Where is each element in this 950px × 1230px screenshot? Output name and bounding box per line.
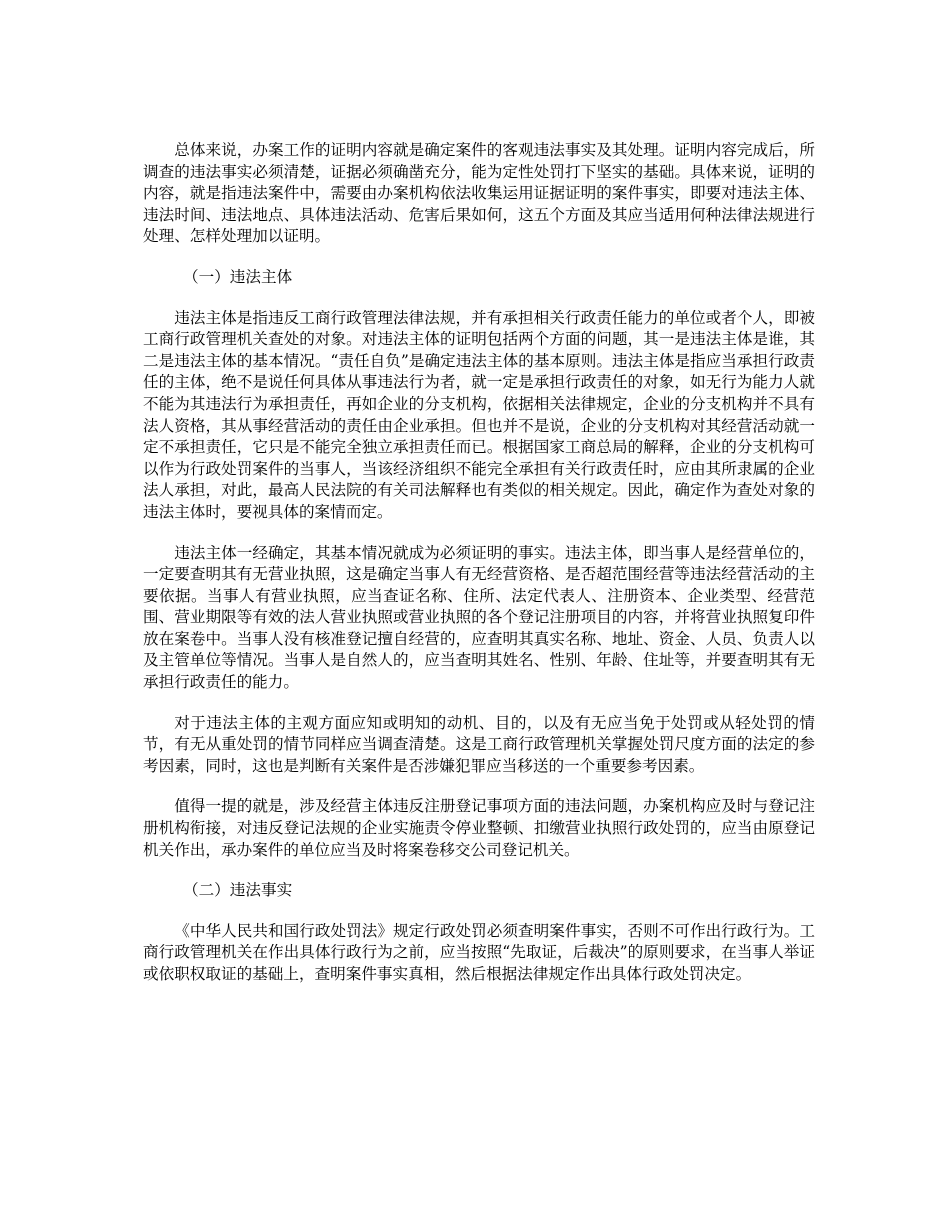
paragraph-registration: 值得一提的就是，涉及经营主体违反注册登记事项方面的违法问题，办案机构应及时与登记注册机构衔接，对违反登记法规的企业实施责令停业整顿、扣缴营业执照行政处罚的，应当由原登记机关作出，承办案件的单位应当及时将案卷移交公司登记机关。 <box>143 797 815 859</box>
paragraph-facts: 《中华人民共和国行政处罚法》规定行政处罚必须查明案件事实，否则不可作出行政行为。工商行政管理机关在作出具体行政行为之前，应当按照“先取证，后裁决”的原则要求，在当事人举证或依职权取证的基础上，查明案件事实真相，然后根据法律规定作出具体行政处罚决定。 <box>143 921 815 983</box>
paragraph-subject-definition: 违法主体是指违反工商行政管理法律法规，并有承担相关行政责任能力的单位或者个人，即被工商行政管理机关查处的对象。对违法主体的证明包括两个方面的问题，其一是违法主体是谁，其二是违法主体的基本情况。“责任自负”是确定违法主体的基本原则。违法主体是指应当承担行政责任的主体，绝不是说任何具体从事违法行为者，就一定是承担行政责任的对象，如无行为能力人就不能为其违法行为承担责任，再如企业的分支机构，依据相关法律规定，企业的分支机构并不具有法人资格，其从事经营活动的责任由企业承担。但也并不是说，企业的分支机构对其经营活动就一定不承担责任，它只是不能完全独立承担责任而已。根据国家工商总局的解释，企业的分支机构可以作为行政处罚案件的当事人，当该经济组织不能完全承担有关行政责任时，应由其所隶属的企业法人承担，对此，最高人民法院的有关司法解释也有类似的相关规定。因此，确定作为查处对象的违法主体时，要视具体的案情而定。 <box>143 308 815 521</box>
paragraph-subjective-aspect: 对于违法主体的主观方面应知或明知的动机、目的，以及有无应当免于处罚或从轻处罚的情节，有无从重处罚的情节同样应当调查清楚。这是工商行政管理机关掌握处罚尺度方面的法定的参考因素，同时，这也是判断有关案件是否涉嫌犯罪应当移送的一个重要参考因素。 <box>143 713 815 775</box>
paragraph-intro: 总体来说，办案工作的证明内容就是确定案件的客观违法事实及其处理。证明内容完成后，所调查的违法事实必须清楚，证据必须确凿充分，能为定性处罚打下坚实的基础。具体来说，证明的内容，就是指违法案件中，需要由办案机构依法收集运用证据证明的案件事实，即要对违法主体、违法时间、违法地点、具体违法活动、危害后果如何，这五个方面及其应当适用何种法律法规进行处理、怎样处理加以证明。 <box>143 141 815 246</box>
section-heading-1: （一）违法主体 <box>183 267 293 286</box>
document-page <box>143 140 815 1005</box>
paragraph-subject-basic-info: 违法主体一经确定，其基本情况就成为必须证明的事实。违法主体，即当事人是经营单位的，一定要查明其有无营业执照，这是确定当事人有无经营资格、是否超范围经营等违法经营活动的主要依据。当事人有营业执照，应当查证名称、住所、法定代表人、注册资本、企业类型、经营范围、营业期限等有效的法人营业执照或营业执照的各个登记注册项目的内容，并将营业执照复印件放在案卷中。当事人没有核准登记擅自经营的，应查明其真实名称、地址、资金、人员、负责人以及主管单位等情况。当事人是自然人的，应当查明其姓名、性别、年龄、住址等，并要查明其有无承担行政责任的能力。 <box>143 543 815 692</box>
section-heading-2: （二）违法事实 <box>183 881 293 900</box>
